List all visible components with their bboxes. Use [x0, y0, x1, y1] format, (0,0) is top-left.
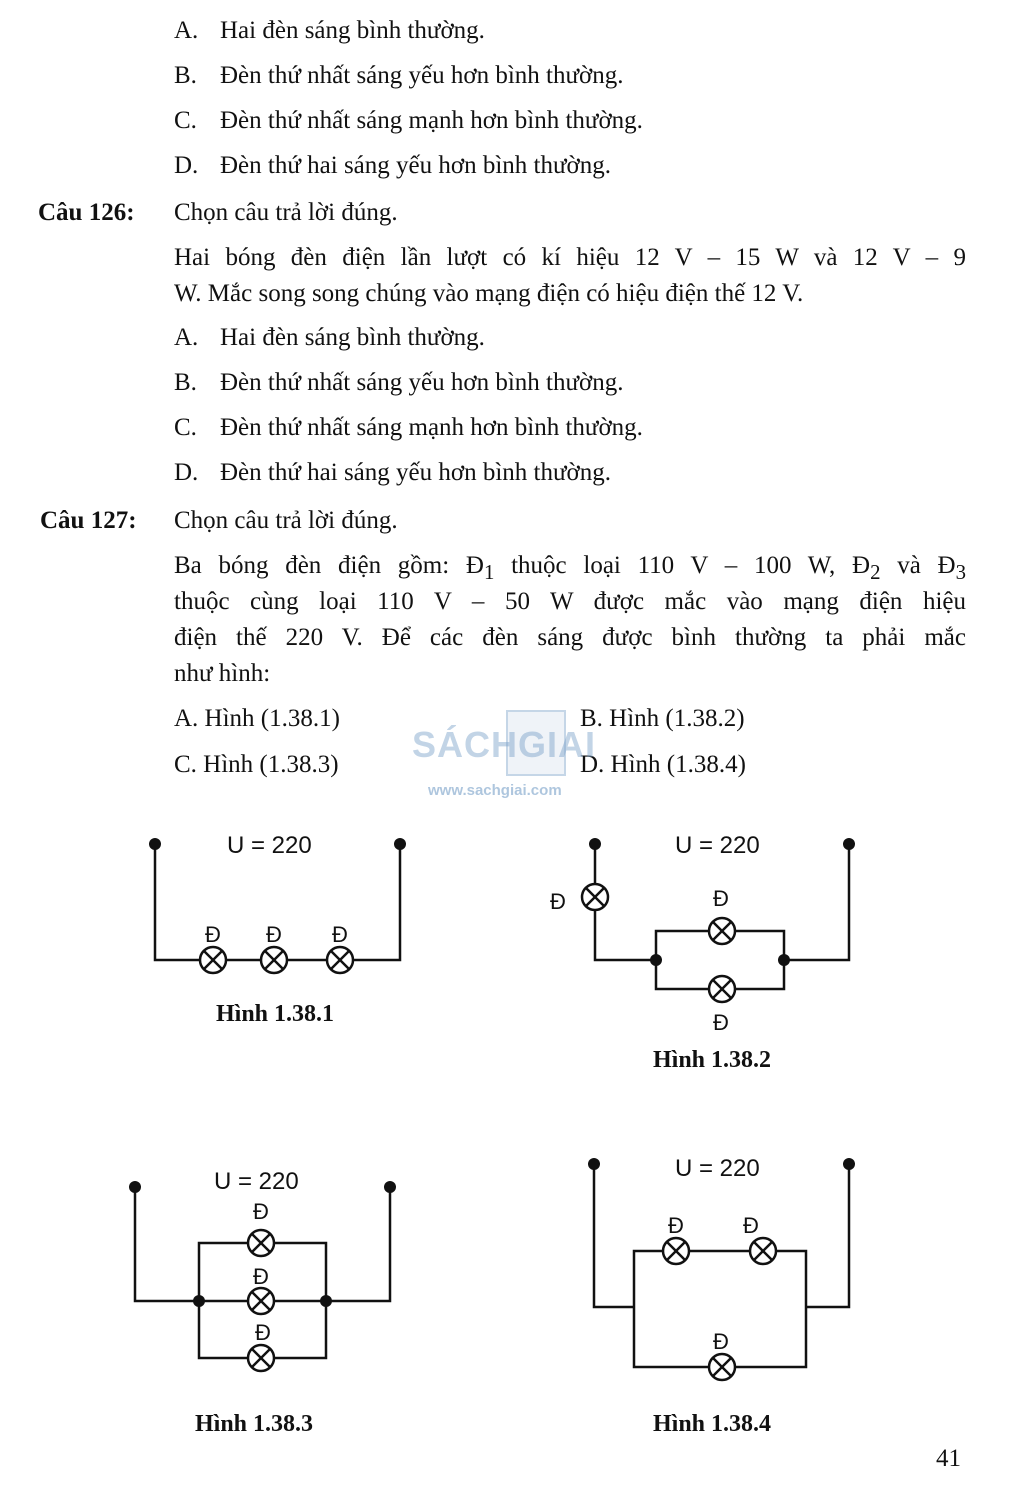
- figure-1-38-1-caption: Hình 1.38.1: [216, 1001, 335, 1027]
- prev-option-c: C. Đèn thứ nhất sáng mạnh hơn bình thường.: [174, 107, 643, 134]
- figure-1-38-2-circuit: [595, 844, 849, 989]
- figure-1-38-4-caption: Hình 1.38.4: [653, 1411, 772, 1437]
- lamp-symbol: [248, 1345, 274, 1371]
- lamp-label: Đ: [255, 1320, 271, 1345]
- lamp-symbol: [709, 1354, 735, 1380]
- lamp-symbol: [261, 947, 287, 973]
- lamp-label: Đ: [713, 1010, 729, 1035]
- question-126-instruction: Chọn câu trả lời đúng.: [174, 199, 398, 226]
- q126-option-c: C. Đèn thứ nhất sáng mạnh hơn bình thường.: [174, 414, 643, 441]
- lamp-symbol: [709, 918, 735, 944]
- voltage-label: U = 220: [227, 832, 312, 859]
- terminal-dot: [588, 1158, 600, 1170]
- terminal-dot: [394, 838, 406, 850]
- lamp-label: Đ: [743, 1213, 759, 1238]
- question-126-stem-line-1: Hai bóng đèn điện lần lượt có kí hiệu 12 V – 15 W và 12 V – 9: [174, 244, 966, 271]
- lamp-label: Đ: [713, 1329, 729, 1354]
- q127-option-d: D. Hình (1.38.4): [580, 751, 746, 778]
- lamp-label: Đ: [205, 922, 221, 947]
- question-127-stem-line-3: điện thế 220 V. Để các đèn sáng được bình thường ta phải mắc: [174, 624, 966, 651]
- lamp-symbol: [248, 1230, 274, 1256]
- figure-1-38-3-caption: Hình 1.38.3: [195, 1411, 314, 1437]
- question-126-number: Câu 126:: [38, 199, 135, 226]
- lamp-symbol: [248, 1288, 274, 1314]
- lamp-label: Đ: [253, 1264, 269, 1289]
- watermark-text: SÁCHGIAI: [412, 724, 597, 765]
- q126-option-d: D. Đèn thứ hai sáng yếu hơn bình thường.: [174, 459, 611, 486]
- voltage-label: U = 220: [214, 1168, 299, 1195]
- question-126-stem-line-2: W. Mắc song song chúng vào mạng điện có hiệu điện thế 12 V.: [174, 280, 804, 307]
- lamp-symbol: [582, 884, 608, 910]
- lamp-symbol: [663, 1238, 689, 1264]
- lamp-label: Đ: [332, 922, 348, 947]
- lamp-symbol: [200, 947, 226, 973]
- prev-option-b: B. Đèn thứ nhất sáng yếu hơn bình thường.: [174, 62, 624, 89]
- page-number: 41: [936, 1445, 961, 1472]
- question-127-stem-line-2: thuộc cùng loại 110 V – 50 W được mắc vào mạng điện hiệu: [174, 588, 966, 615]
- q127-option-c: C. Hình (1.38.3): [174, 751, 339, 778]
- voltage-label: U = 220: [675, 832, 760, 859]
- question-127-instruction: Chọn câu trả lời đúng.: [174, 507, 398, 534]
- lamp-label: Đ: [266, 922, 282, 947]
- lamp-symbol: [709, 976, 735, 1002]
- question-127-stem-line-4: như hình:: [174, 660, 271, 687]
- junction-dot: [650, 954, 662, 966]
- prev-option-a: A. Hai đèn sáng bình thường.: [174, 17, 485, 44]
- q127-option-a: A. Hình (1.38.1): [174, 705, 340, 732]
- terminal-dot: [149, 838, 161, 850]
- junction-dot: [778, 954, 790, 966]
- lamp-label: Đ: [550, 889, 566, 914]
- lamp-symbol: [327, 947, 353, 973]
- terminal-dot: [843, 1158, 855, 1170]
- q126-option-b: B. Đèn thứ nhất sáng yếu hơn bình thường.: [174, 369, 624, 396]
- lamp-symbol: [750, 1238, 776, 1264]
- terminal-dot: [589, 838, 601, 850]
- terminal-dot: [843, 838, 855, 850]
- prev-option-d: D. Đèn thứ hai sáng yếu hơn bình thường.: [174, 152, 611, 179]
- question-127-number: Câu 127:: [40, 507, 137, 534]
- q127-option-b: B. Hình (1.38.2): [580, 705, 745, 732]
- lamp-label: Đ: [668, 1213, 684, 1238]
- voltage-label: U = 220: [675, 1155, 760, 1182]
- q126-option-a: A. Hai đèn sáng bình thường.: [174, 324, 485, 351]
- lamp-label: Đ: [253, 1199, 269, 1224]
- terminal-dot: [384, 1181, 396, 1193]
- question-127-stem-line-1: Ba bóng đèn điện gồm: $Đ_1$ thuộc loại 110 V – 100 W, $Đ_2$ và $Đ_3$: [174, 552, 966, 584]
- terminal-dot: [129, 1181, 141, 1193]
- watermark-url: www.sachgiai.com: [428, 782, 562, 799]
- lamp-label: Đ: [713, 886, 729, 911]
- figure-1-38-2-caption: Hình 1.38.2: [653, 1047, 772, 1073]
- junction-dot: [193, 1295, 205, 1307]
- junction-dot: [320, 1295, 332, 1307]
